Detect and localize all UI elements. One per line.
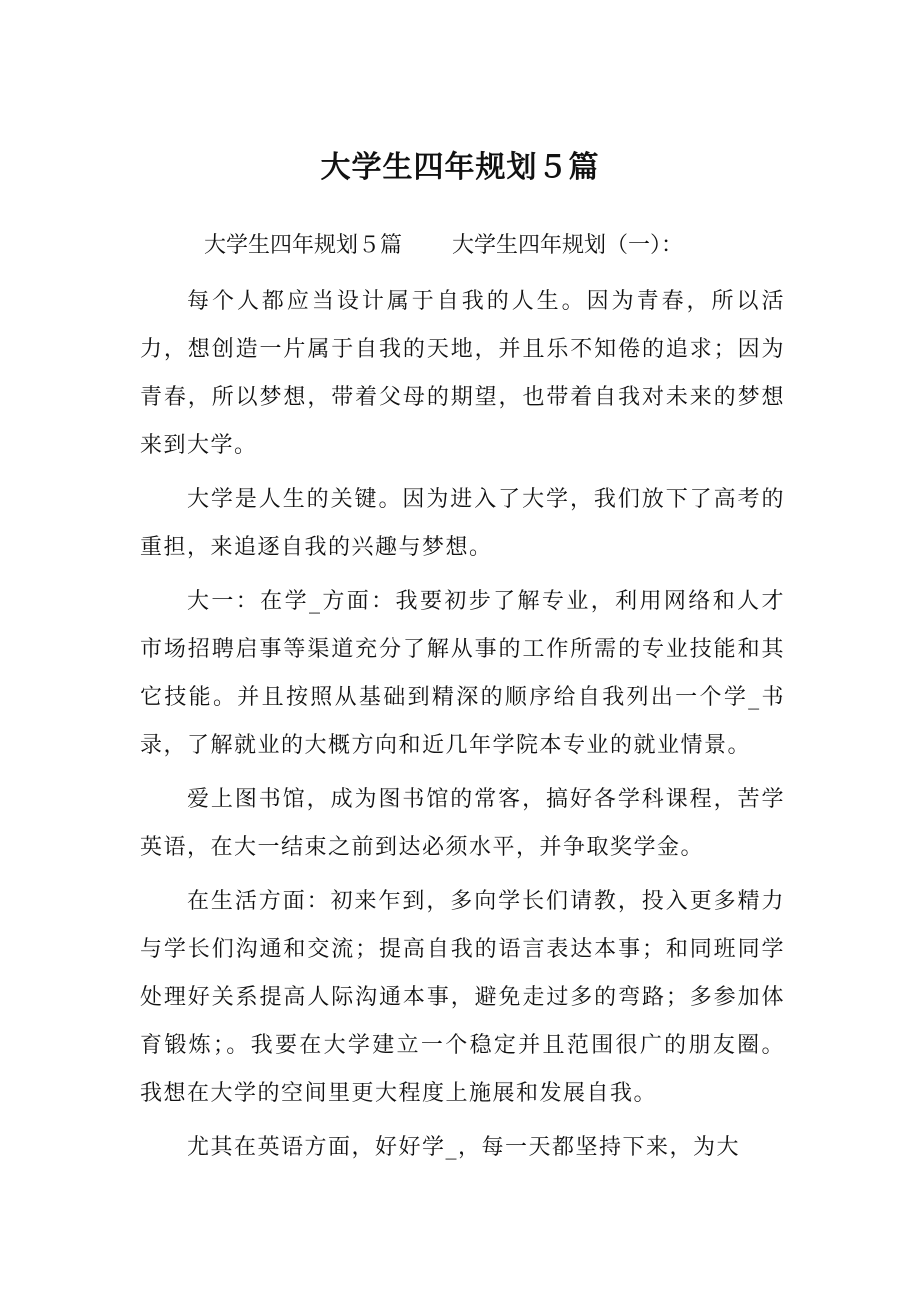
subtitle-right: 大学生四年规划（一）：: [452, 233, 684, 258]
paragraph: 爱上图书馆，成为图书馆的常客，搞好各学科课程，苦学英语，在大一结束之前到达必须水平，并争取奖学金。: [140, 787, 785, 860]
document-subtitle: [204, 230, 683, 262]
paragraph: 每个人都应当设计属于自我的人生。因为青春，所以活力，想创造一片属于自我的天地，并且乐不知倦的追求；因为青春，所以梦想，带着父母的期望，也带着自我对未来的梦想来到大学。: [140, 289, 785, 458]
paragraph: 尤其在英语方面，好好学_，每一天都坚持下来，为大: [187, 1135, 741, 1160]
subtitle-left: 大学生四年规划５篇: [204, 233, 403, 258]
paragraph: 大学是人生的关键。因为进入了大学，我们放下了高考的重担，来追逐自我的兴趣与梦想。: [140, 487, 785, 560]
paragraph: 大一：在学_方面：我要初步了解专业，利用网络和人才市场招聘启事等渠道充分了解从事的工作所需的专业技能和其它技能。并且按照从基础到精深的顺序给自我列出一个学_书录，了解就业的大概方向和近几年学院本专业的就业情景。: [140, 589, 785, 758]
document-title: 大学生四年规划５篇: [320, 150, 600, 185]
document-body: [140, 278, 785, 1178]
paragraph: 在生活方面：初来乍到，多向学长们请教，投入更多精力与学长们沟通和交流；提高自我的语言表达本事；和同班同学处理好关系提高人际沟通本事，避免走过多的弯路；多参加体育锻炼；。我要在大学建立一个稳定并且范围很广的朋友圈。我想在大学的空间里更大程度上施展和发展自我。: [140, 889, 785, 1106]
